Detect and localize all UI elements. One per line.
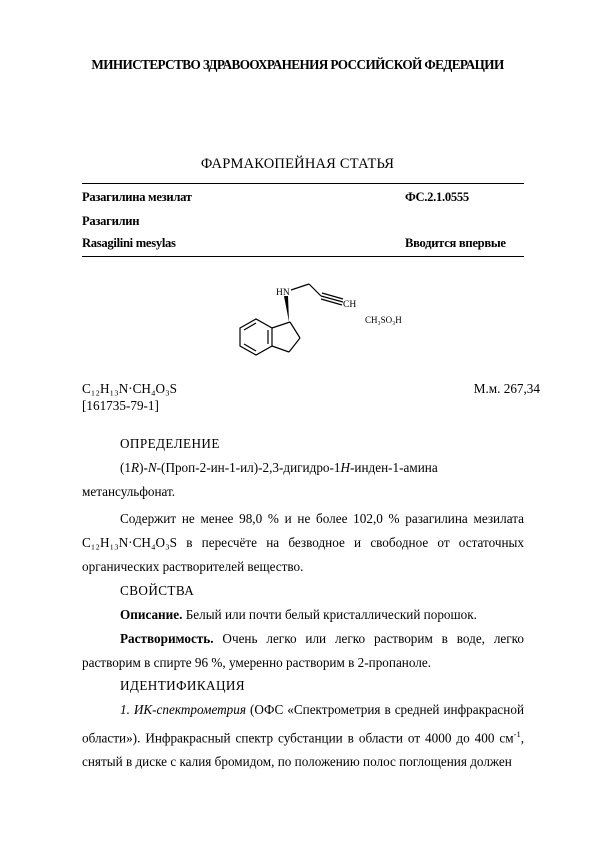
description-paragraph: Описание. Белый или почти белый кристаллический порошок.: [120, 607, 477, 622]
ir-paragraph: 1. ИК-спектрометрия (ОФС «Спектрометрия в средней инфракрасной области»). Инфракрасный спектр субстанции в области от 4000 до 400 $см^{-1}$, снятый в диске с калия бромидом, по положению полос поглощения должен: [82, 702, 524, 770]
identification-heading: ИДЕНТИФИКАЦИЯ: [120, 678, 245, 693]
monograph-name-latin: Rasagilini mesylas: [82, 236, 176, 250]
description-label: Описание.: [120, 607, 183, 622]
wedge-bond: [284, 296, 289, 322]
ministry-title: МИНИСТЕРСТВО ЗДРАВООХРАНЕНИЯ РОССИЙСКОЙ ФЕДЕРАЦИИ: [91, 57, 504, 72]
nh-label: HN: [276, 288, 290, 298]
monograph-name-short: Разагилин: [82, 214, 140, 228]
properties-heading: СВОЙСТВА: [120, 583, 195, 598]
salt-label: CH₃SO₃H: [365, 315, 402, 325]
monograph-name-ru: Разагилина мезилат: [82, 190, 192, 204]
header-rule-bottom: [82, 256, 524, 257]
content-paragraph: Содержит не менее 98,0 % и не более 102,0 % разагилина мезилата C₁₂H₁₃N·CH₄O₃S в пересчёте на безводное и свободное от остаточных органических растворителей вещество.: [82, 511, 524, 574]
ir-label: ИК-спектрометрия: [133, 702, 246, 717]
header-rule-top: [82, 183, 524, 184]
solubility-paragraph: Растворимость. Очень легко или легко растворим в воде, легко растворим в спирте 96 %, умеренно растворим в 2-пропаноле.: [82, 631, 525, 670]
cas-number: [161735-79-1]: [82, 398, 159, 413]
content-formula: C₁₂H₁₃N·CH₄O₃S: [82, 535, 177, 550]
benzene-ring: [240, 319, 272, 355]
cyclopentane-ring: [272, 322, 290, 328]
solubility-label: Растворимость.: [120, 631, 214, 646]
monograph-code: ФС.2.1.0555: [405, 190, 469, 204]
document-type-title: ФАРМАКОПЕЙНАЯ СТАТЬЯ: [200, 156, 395, 172]
ch-label: CH: [343, 300, 357, 310]
molecular-formula: C₁₂H₁₃N·CH₄O₃S: [82, 381, 177, 396]
monograph-status: Вводится впервые: [405, 236, 506, 250]
definition-heading: ОПРЕДЕЛЕНИЕ: [120, 436, 220, 451]
definition-chemical-name: (1R)-N-(Проп-2-ин-1-ил)-2,3-дигидро-1H-инден-1-амина метансульфонат.: [82, 460, 438, 499]
molar-mass: М.м. 267,34: [473, 381, 540, 396]
